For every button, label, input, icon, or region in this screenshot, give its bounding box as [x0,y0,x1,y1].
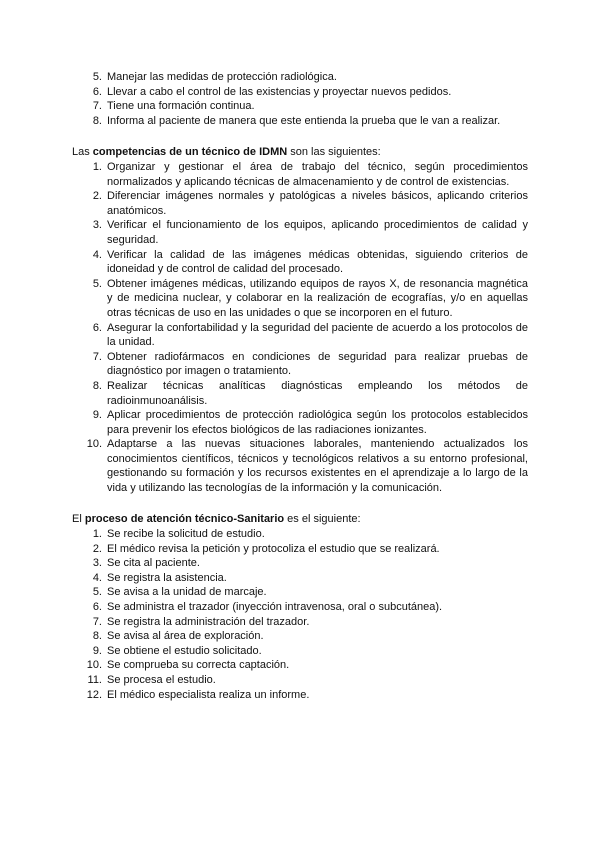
list-item-number: 9. [92,644,102,657]
list-item [72,99,528,114]
list-item-text: Realizar técnicas analíticas diagnósticas empleando los métodos de radioinmunoanálisis. [107,379,528,407]
list-item-text: El médico revisa la petición y protocoliza el estudio que se realizará. [107,542,440,555]
list-item-text: Se comprueba su correcta captación. [107,659,290,672]
list-item-number: 9. [92,409,102,422]
list-item [72,556,528,571]
list-item [72,321,528,350]
competencias-list [72,160,528,496]
list-item [72,218,528,247]
list-item-text: Se procesa el estudio. [107,673,216,686]
list-item [72,585,528,600]
list-item [72,542,528,557]
list-item [72,408,528,437]
competencias-intro-pre: Las [72,146,93,158]
list-item-text: Obtener radiofármacos en condiciones de seguridad para realizar pruebas de diagnóstico por imagen o tratamiento. [107,350,528,378]
list-item-text: Diferenciar imágenes normales y patológicas a niveles básicos, aplicando criterios anatómicos. [107,190,528,217]
list-item-text: Manejar las medidas de protección radiológica. [107,71,337,83]
list-item [72,189,528,218]
list-item-number: 3. [92,557,102,570]
list-item-number: 1. [92,161,102,173]
list-item-number: 5. [92,71,102,83]
list-item [72,571,528,586]
list-item-text: Organizar y gestionar el área de trabajo del técnico, según procedimientos normalizados y aplicando técnicas de almacenamiento y de control de existencias. [107,161,528,188]
list-item-text: El médico especialista realiza un informe. [107,688,310,701]
list-item [72,600,528,615]
list-item [72,644,528,659]
competencias-intro [72,145,528,160]
list-item-text: Adaptarse a las nuevas situaciones laborales, manteniendo actualizados los conocimientos científicos, técnicos y tecnológicos relativos a su entorno profesional, gestionando su formación y los recursos existentes en el aprendizaje a lo largo de la vida y utilizando las tecnologías de la información y la comunicación. [107,438,528,495]
list-item-text: Se registra la administración del trazador. [107,615,310,628]
list-item-text: Se administra el trazador (inyección intravenosa, oral o subcutánea). [107,600,443,613]
list-item-number: 6. [92,600,102,613]
list-item [72,70,528,85]
list-item-number: 5. [92,586,102,599]
list-item-number: 7. [92,615,102,628]
list-item-text: Se cita al paciente. [107,557,200,570]
list-item [72,658,528,673]
list-item [72,114,528,129]
list-item-number: 3. [92,219,102,232]
list-item-number: 7. [92,100,102,113]
list-item-text: Tiene una formación continua. [107,100,255,113]
list-item [72,688,528,703]
competencias-intro-post: son las siguientes: [287,146,381,158]
list-item-number: 2. [92,190,102,203]
list-item [72,527,528,542]
list-item-number: 5. [92,277,102,290]
list-item-text: Llevar a cabo el control de las existencias y proyectar nuevos pedidos. [107,85,452,98]
list-item-number: 10. [86,659,102,672]
list-item-number: 4. [92,571,102,584]
list-item-number: 11. [87,673,102,686]
list-item [72,160,528,189]
list-item-number: 8. [92,114,102,127]
proceso-intro-bold: proceso de atención técnico-Sanitario [84,513,285,525]
list-item-number: 7. [92,350,102,363]
list-item-number: 4. [92,248,102,261]
list-item [72,615,528,630]
list-item-text: Asegurar la confortabilidad y la seguridad del paciente de acuerdo a los protocolos de la unidad. [107,321,528,349]
proceso-intro [72,512,528,527]
proceso-intro-post: es el siguiente: [284,513,361,525]
list-item-text: Aplicar procedimientos de protección radiológica según los protocolos establecidos para prevenir los efectos biológicos de las radiaciones ionizantes. [107,409,528,436]
list-item-text: Verificar la calidad de las imágenes médicas obtenidas, siguiendo criterios de idoneidad y de control de calidad del procesado. [107,248,528,276]
list-item [72,350,528,379]
list-item-number: 12. [86,688,102,701]
list-item [72,629,528,644]
numbered-list-top [72,70,528,128]
list-item [72,277,528,321]
list-item [72,437,528,495]
list-item-text: Verificar el funcionamiento de los equipos, aplicando procedimientos de calidad y seguridad. [107,219,528,246]
list-item-text: Se registra la asistencia. [107,571,227,584]
list-item [72,379,528,408]
list-item-number: 10. [86,438,102,451]
list-item-number: 2. [92,542,102,555]
list-item [72,673,528,688]
list-item [72,248,528,277]
list-item-text: Informa al paciente de manera que este entienda la prueba que le van a realizar. [107,114,501,127]
list-item-number: 8. [92,630,102,643]
list-item-text: Se avisa al área de exploración. [107,630,264,643]
competencias-intro-bold: competencias de un técnico de IDMN [92,146,288,158]
proceso-intro-pre: El [72,513,85,525]
list-item-number: 8. [92,379,102,392]
list-item-text: Se obtiene el estudio solicitado. [107,644,262,657]
list-item-text: Se avisa a la unidad de marcaje. [107,586,267,599]
list-item-number: 6. [92,85,102,98]
list-item-number: 6. [92,321,102,334]
list-item-text: Obtener imágenes médicas, utilizando equipos de rayos X, de resonancia magnética y de medicina nuclear, y colaborar en la realización de ecografías, y/o en aquellas otras técnicas de uso en las unidades o que se incorporen en el futuro. [107,277,528,319]
list-item [72,85,528,100]
proceso-list [72,527,528,702]
list-item-number: 1. [92,528,102,540]
list-item-text: Se recibe la solicitud de estudio. [107,528,265,540]
